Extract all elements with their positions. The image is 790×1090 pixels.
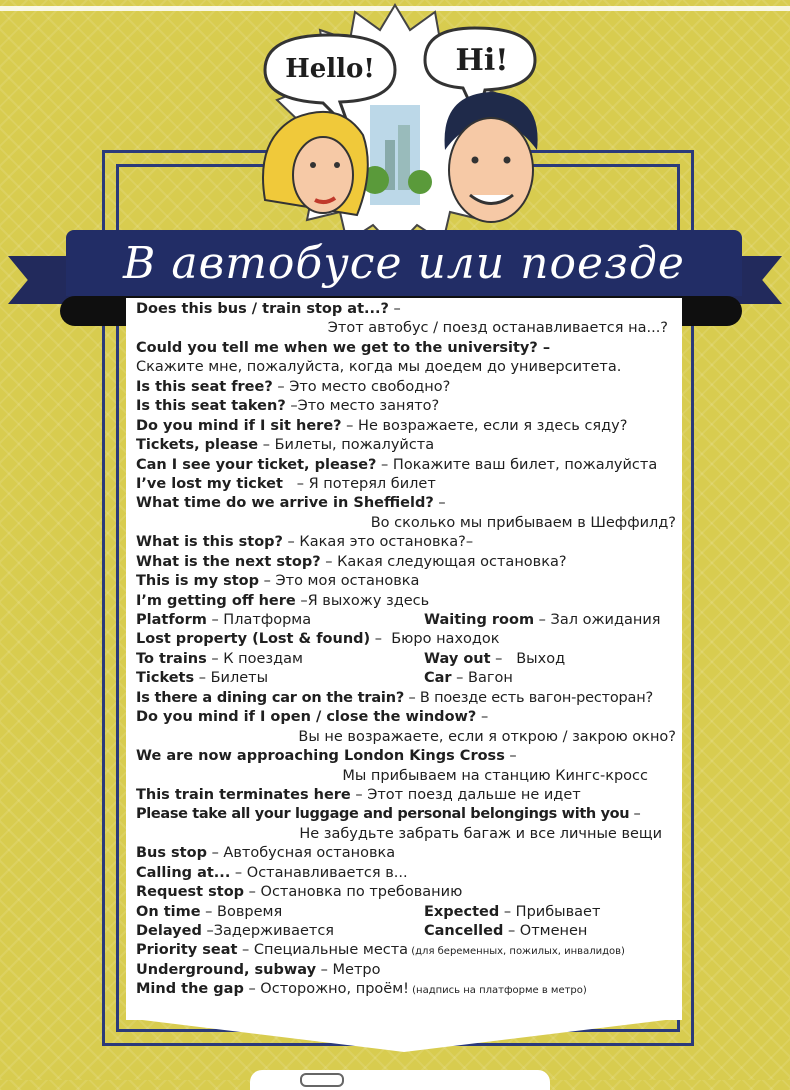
phrase-en: I’m getting off here bbox=[136, 592, 296, 609]
phrase-en: Please take all your luggage and personal belongings with you bbox=[136, 806, 630, 823]
phrase-ru: – Специальные места bbox=[237, 942, 409, 959]
phrase-en: This train terminates here bbox=[136, 786, 351, 803]
phrase-en: Mind the gap bbox=[136, 981, 244, 998]
phrase-ru: –Я выхожу здесь bbox=[295, 592, 430, 609]
phrase-en: Platform bbox=[136, 612, 207, 628]
phrase-ru: – Бюро находок bbox=[370, 631, 500, 648]
phrase-line bbox=[136, 805, 676, 824]
phrase-ru: –Задерживается bbox=[201, 923, 335, 939]
phrase-translation-line bbox=[136, 767, 676, 786]
phrase-ru: – Зал ожидания bbox=[534, 612, 661, 628]
footer-logo-icon bbox=[300, 1073, 344, 1087]
phrase-line bbox=[136, 475, 676, 494]
title-banner bbox=[66, 230, 742, 296]
phrase-en: Waiting room bbox=[424, 612, 535, 628]
phrase-line bbox=[136, 883, 676, 902]
phrase-en: What time do we arrive in Sheffield? bbox=[136, 495, 434, 512]
phrase-en: Do you mind if I open / close the window? bbox=[136, 709, 477, 726]
phrase-line-two-column bbox=[136, 650, 676, 669]
phrase-line bbox=[136, 436, 676, 455]
phrase-ru: – Я потерял билет bbox=[282, 475, 436, 492]
phrase-en: On time bbox=[136, 903, 201, 920]
phrase-ru: Этот автобус / поезд останавливается на...? bbox=[327, 320, 668, 337]
phrase-translation-line bbox=[136, 825, 676, 844]
phrase-dash: – bbox=[629, 806, 641, 823]
phrase-list bbox=[136, 300, 676, 1000]
phrase-ru: – Останавливается в... bbox=[230, 864, 408, 881]
phrase-line bbox=[136, 300, 676, 319]
phrase-ru: – Метро bbox=[316, 961, 381, 978]
phrase-line bbox=[136, 494, 676, 513]
phrase-line bbox=[136, 786, 676, 805]
phrase-en: Tickets, please bbox=[136, 437, 259, 454]
phrase-en: Is this seat free? bbox=[136, 378, 273, 395]
phrase-dash: – bbox=[388, 301, 401, 317]
phrase-ru: – Покажите ваш билет, пожалуйста bbox=[376, 456, 658, 473]
phrase-ru: – Какая следующая остановка? bbox=[320, 553, 567, 570]
phrase-en: What is the next stop? bbox=[136, 553, 321, 570]
phrase-en: Can I see your ticket, please? bbox=[136, 456, 377, 473]
phrase-line bbox=[136, 941, 676, 960]
phrase-line-two-column bbox=[136, 669, 676, 688]
phrase-line bbox=[136, 592, 676, 611]
phrase-en: Calling at... bbox=[136, 864, 231, 881]
phrase-en: To trains bbox=[136, 650, 207, 667]
phrase-ru: Не забудьте забрать багаж и все личные вещи bbox=[299, 825, 662, 842]
phrase-ru: – Отменен bbox=[503, 923, 588, 939]
phrase-en: Is this seat taken? bbox=[136, 398, 286, 415]
tree-icon bbox=[408, 170, 432, 194]
phrase-en: What is this stop? bbox=[136, 534, 283, 551]
phrase-line bbox=[136, 378, 676, 397]
phrase-en: Does this bus / train stop at...? bbox=[136, 301, 389, 317]
phrase-ru: –Это место занято? bbox=[285, 398, 440, 415]
phrase-en: This is my stop bbox=[136, 573, 260, 590]
phrase-ru: – Выход bbox=[490, 650, 566, 667]
phrase-line bbox=[136, 980, 676, 999]
phrase-en: Is there a dining car on the train? bbox=[136, 689, 405, 706]
phrase-line bbox=[136, 961, 676, 980]
phrase-en: Delayed bbox=[136, 923, 202, 939]
phrase-translation-line bbox=[136, 728, 676, 747]
page-title: В автобусе или поезде bbox=[123, 237, 685, 289]
woman-icon bbox=[263, 112, 368, 215]
phrase-ru: – Это моя остановка bbox=[259, 573, 420, 590]
phrase-line-two-column bbox=[136, 611, 676, 630]
phrase-line bbox=[136, 630, 676, 649]
phrase-ru: – Автобусная остановка bbox=[206, 845, 396, 862]
phrase-translation-line bbox=[136, 514, 676, 533]
phrase-en: I’ve lost my ticket bbox=[136, 475, 283, 492]
phrase-ru: – Вагон bbox=[451, 670, 513, 687]
phrase-ru: Скажите мне, пожалуйста, когда мы доедем до университета. bbox=[136, 359, 622, 376]
phrase-dash: – bbox=[433, 495, 446, 512]
phrase-line bbox=[136, 417, 676, 436]
phrase-en: Tickets bbox=[136, 670, 195, 687]
phrase-en: Car bbox=[424, 670, 452, 687]
phrase-line bbox=[136, 397, 676, 416]
phrase-en: Lost property (Lost & found) bbox=[136, 631, 371, 648]
phrase-ru: – Не возражаете, если я здесь сяду? bbox=[341, 417, 628, 434]
phrase-translation-line bbox=[136, 358, 676, 377]
phrase-ru: – Прибывает bbox=[499, 903, 601, 920]
phrase-second-column bbox=[424, 922, 587, 941]
phrase-ru: – Этот поезд дальше не идет bbox=[350, 786, 581, 803]
phrase-translation-line bbox=[136, 319, 676, 338]
phrase-note: (надпись на платформе в метро) bbox=[408, 985, 587, 997]
greeting-illustration bbox=[245, 0, 545, 250]
phrase-line-two-column bbox=[136, 903, 676, 922]
phrase-ru: Мы прибываем на станцию Кингс-кросс bbox=[342, 767, 648, 784]
phrase-second-column bbox=[424, 669, 513, 688]
phrase-en: Priority seat bbox=[136, 942, 238, 959]
phrase-line bbox=[136, 689, 676, 708]
phrase-line bbox=[136, 708, 676, 727]
phrase-ru: – Остановка по требованию bbox=[244, 884, 463, 901]
phrase-en: Do you mind if I sit here? bbox=[136, 417, 342, 434]
phrase-line bbox=[136, 533, 676, 552]
phrase-en: Could you tell me when we get to the university? – bbox=[136, 339, 551, 356]
phrase-ru: – В поезде есть вагон-ресторан? bbox=[404, 689, 654, 706]
phrase-line bbox=[136, 456, 676, 475]
man-icon bbox=[445, 92, 538, 222]
phrase-en: Bus stop bbox=[136, 845, 207, 862]
phrase-line bbox=[136, 747, 676, 766]
phrase-second-column bbox=[424, 611, 661, 630]
phrase-ru: Вы не возражаете, если я открою / закрою окно? bbox=[298, 728, 676, 745]
phrase-en: Cancelled bbox=[424, 923, 504, 939]
phrase-dash: – bbox=[504, 748, 517, 765]
phrase-ru: Во сколько мы прибываем в Шеффилд? bbox=[370, 514, 676, 531]
bubble-right-text: Hi! bbox=[455, 43, 509, 78]
phrase-en: Underground, subway bbox=[136, 961, 317, 978]
phrase-ru: – Это место свободно? bbox=[272, 378, 451, 395]
phrase-line bbox=[136, 553, 676, 572]
phrase-ru: – К поездам bbox=[206, 650, 303, 667]
phrase-line bbox=[136, 572, 676, 591]
phrase-second-column bbox=[424, 903, 600, 922]
phrase-line bbox=[136, 339, 676, 358]
footer-tab bbox=[250, 1070, 550, 1090]
phrase-line bbox=[136, 844, 676, 863]
phrase-en: Way out bbox=[424, 650, 491, 667]
phrase-ru: – Осторожно, проём! bbox=[243, 981, 409, 998]
phrase-ru: – Билеты, пожалуйста bbox=[258, 437, 435, 454]
phrase-note: (для беременных, пожилых, инвалидов) bbox=[408, 946, 625, 958]
phrase-en: We are now approaching London Kings Cross bbox=[136, 748, 505, 765]
phrase-line-two-column bbox=[136, 922, 676, 941]
phrase-dash: – bbox=[476, 709, 489, 726]
phrase-en: Expected bbox=[424, 903, 500, 920]
phrase-ru: – Вовремя bbox=[200, 903, 283, 920]
phrase-ru: – Билеты bbox=[194, 670, 269, 687]
phrase-ru: – Платформа bbox=[206, 612, 312, 628]
phrase-line bbox=[136, 864, 676, 883]
phrase-ru: – Какая это остановка?– bbox=[282, 534, 474, 551]
phrase-second-column bbox=[424, 650, 565, 669]
bubble-left-text: Hello! bbox=[285, 54, 375, 84]
phrase-en: Request stop bbox=[136, 884, 245, 901]
